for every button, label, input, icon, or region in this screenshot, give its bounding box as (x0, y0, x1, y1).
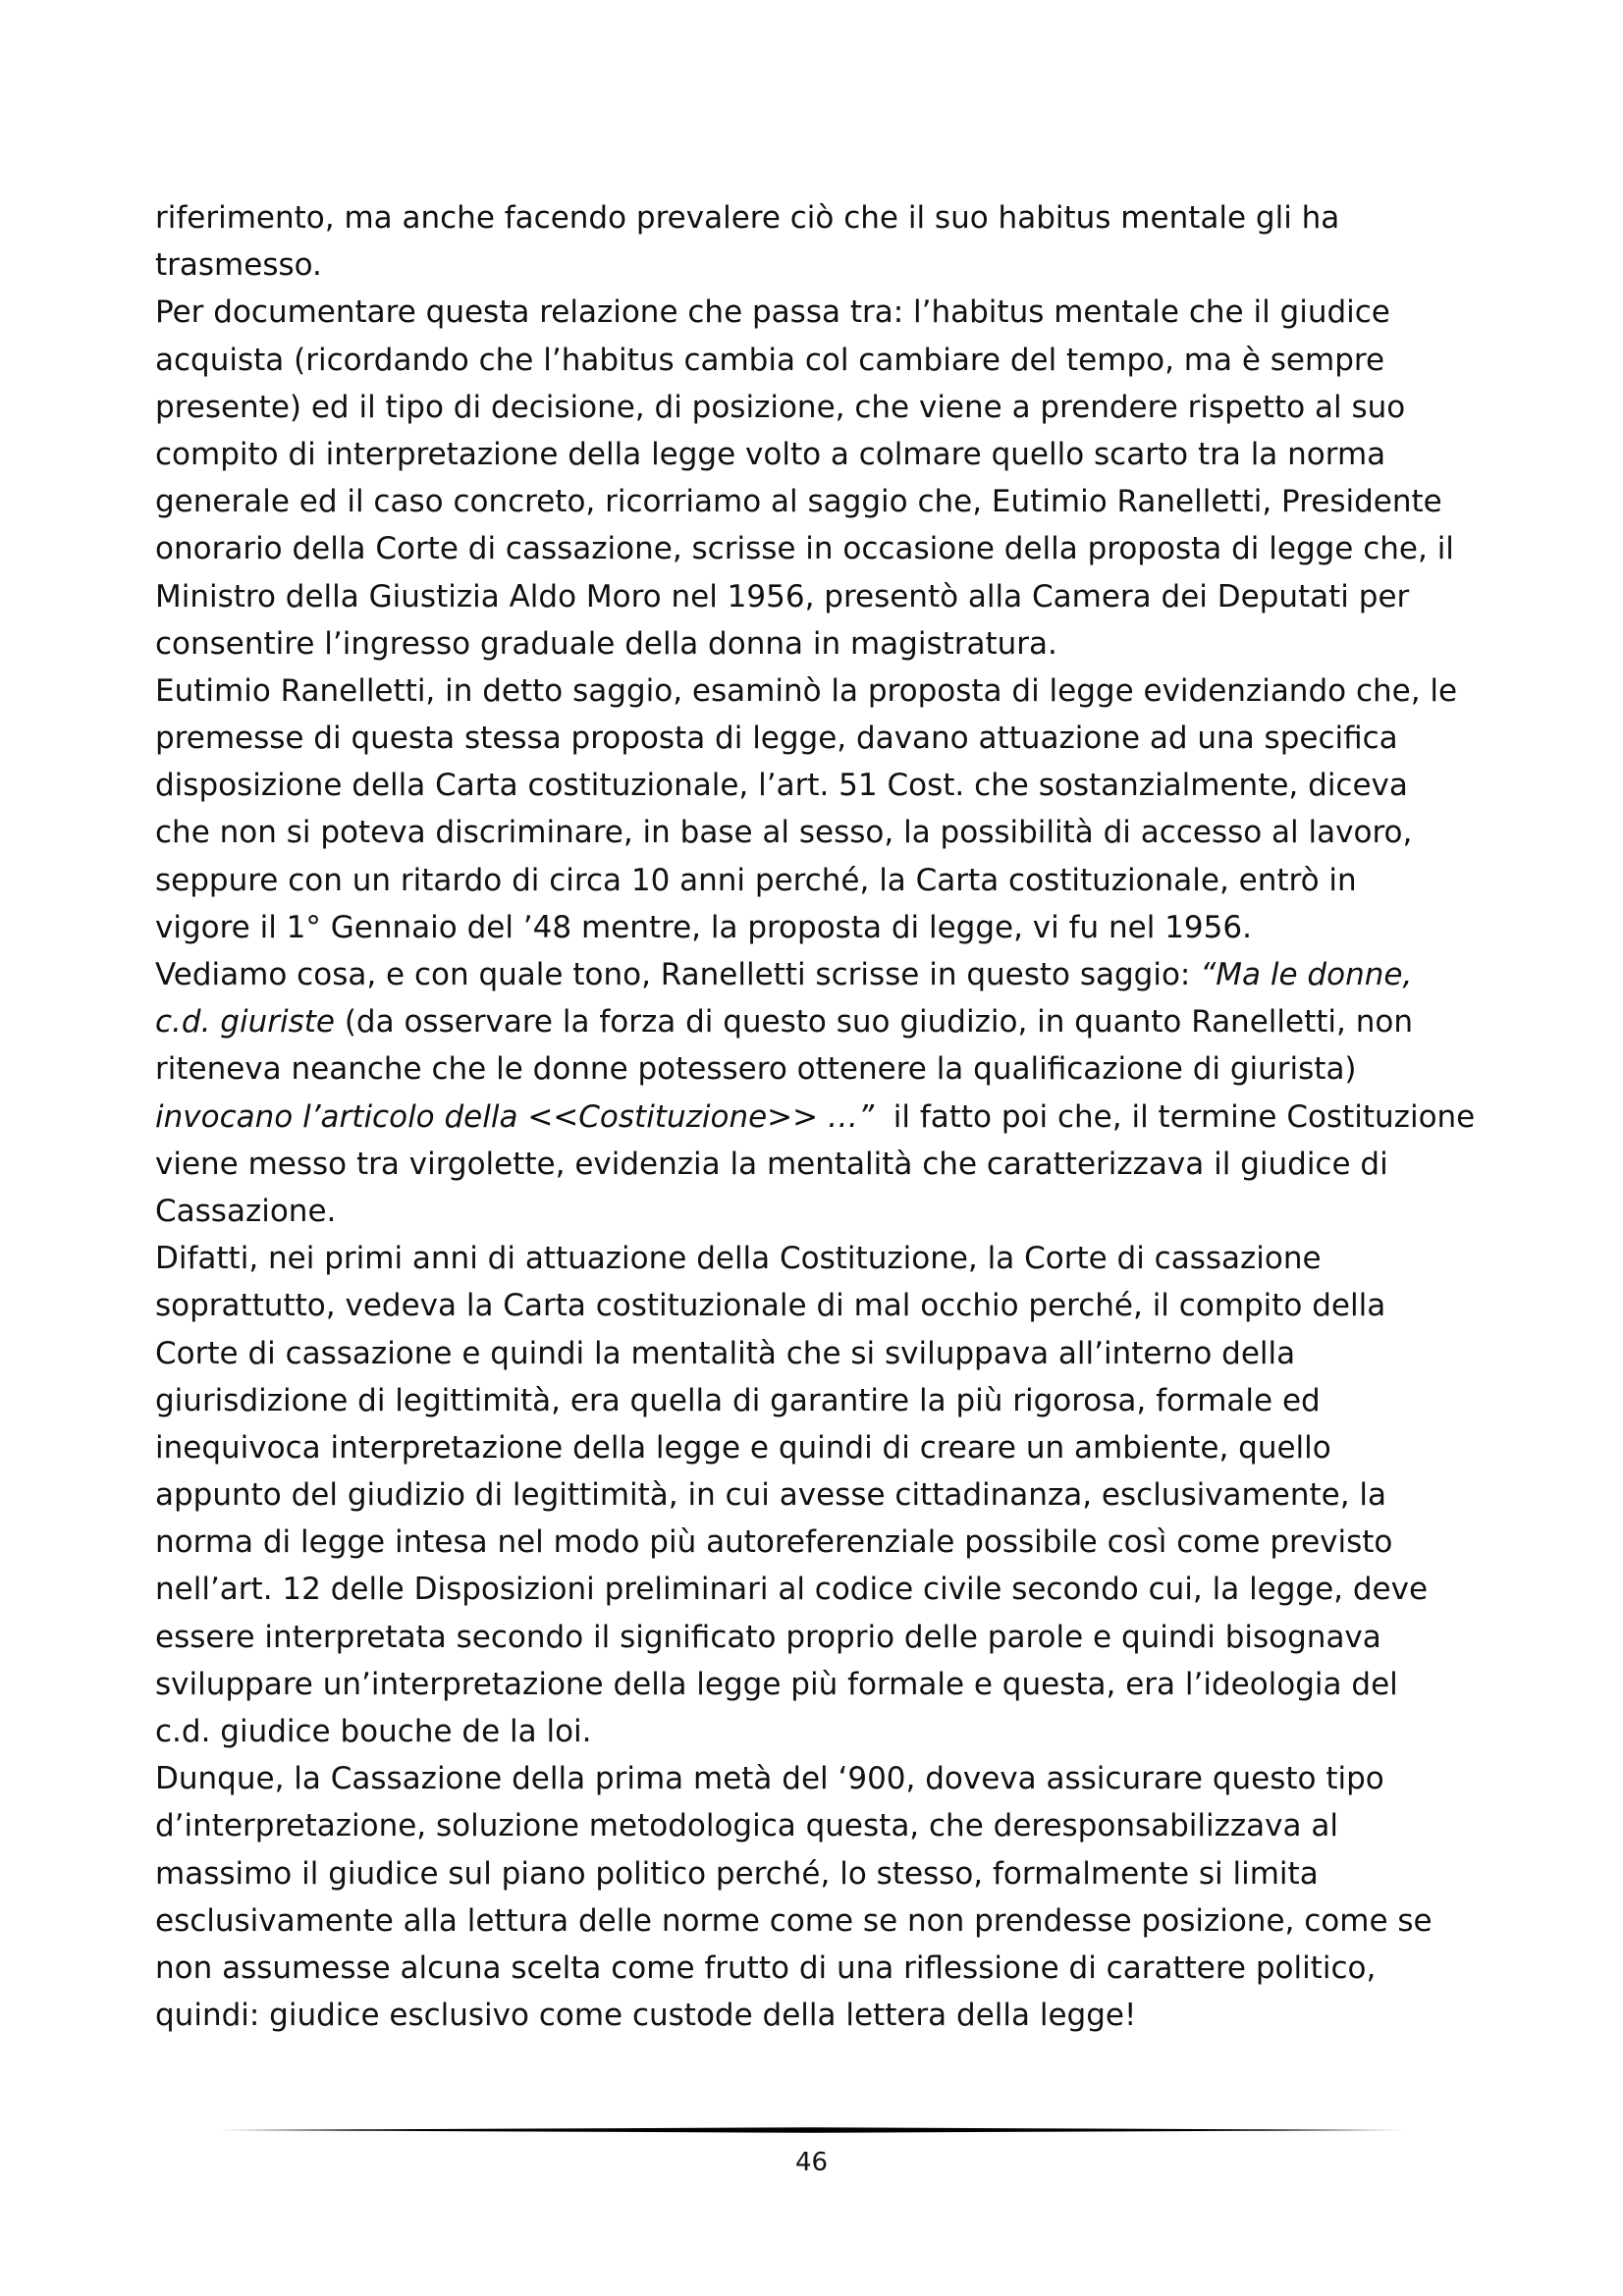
text-line (155, 998, 1490, 1045)
text-segment: Vediamo cosa, e con quale tono, Ranelletti scrisse in questo saggio: (155, 957, 1201, 992)
text-segment: d’interpretazione, soluzione metodologica questa, che deresponsabilizzava al (155, 1808, 1338, 1844)
text-line (155, 667, 1490, 715)
text-line (155, 1614, 1490, 1661)
paragraph (155, 1755, 1490, 2039)
text-segment: consentire l’ingresso graduale della donna in magistratura. (155, 625, 1057, 662)
text-line (155, 1850, 1490, 1897)
text-line (155, 762, 1490, 809)
text-segment: Dunque, la Cassazione della prima metà del ‘900, doveva assicurare questo tipo (155, 1761, 1384, 1797)
text-segment: acquista (ricordando che l’habitus cambia col cambiare del tempo, ma è sempre (155, 342, 1385, 378)
paragraph (155, 951, 1490, 1235)
text-segment: massimo il giudice sul piano politico perché, lo stesso, formalmente si limita (155, 1855, 1319, 1892)
text-segment: soprattutto, vedeva la Carta costituzionale di mal occhio perché, il compito della (155, 1288, 1386, 1324)
text-segment: che non si poteva discriminare, in base al sesso, la possibilità di accesso al lavoro, (155, 815, 1413, 851)
text-line (155, 194, 1490, 241)
text-segment: generale ed il caso concreto, ricorriamo al saggio che, Eutimio Ranelletti, Presidente (155, 484, 1442, 520)
text-segment: nell’art. 12 delle Disposizioni preliminari al codice civile secondo cui, la legge, deve (155, 1572, 1429, 1608)
text-line (155, 1045, 1490, 1093)
text-line (155, 1897, 1490, 1945)
text-line (155, 431, 1490, 478)
text-line (155, 1661, 1490, 1708)
text-segment: disposizione della Carta costituzionale, l’art. 51 Cost. che sostanzialmente, diceva (155, 768, 1408, 804)
text-segment: presente) ed il tipo di decisione, di posizione, che viene a prendere rispetto al suo (155, 389, 1406, 425)
text-segment: Ministro della Giustizia Aldo Moro nel 1956, presentò alla Camera dei Deputati per (155, 578, 1410, 614)
text-segment: riteneva neanche che le donne potessero ottenere la qualificazione di giurista) (155, 1051, 1357, 1088)
text-segment: riferimento, ma anche facendo prevalere ciò che il suo habitus mentale gli ha (155, 200, 1340, 236)
text-line (155, 620, 1490, 667)
text-line (155, 241, 1490, 289)
text-segment: compito di interpretazione della legge volto a colmare quello scarto tra la norma (155, 436, 1386, 472)
text-segment: essere interpretata secondo il significato proprio delle parole e quindi bisognava (155, 1619, 1381, 1655)
text-line (155, 384, 1490, 431)
text-line (155, 1566, 1490, 1613)
text-segment: onorario della Corte di cassazione, scrisse in occasione della proposta di legge che, il (155, 531, 1454, 567)
text-segment: appunto del giudizio di legittimità, in cui avesse cittadinanza, esclusivamente, la (155, 1477, 1387, 1514)
text-line (155, 715, 1490, 762)
text-line (155, 809, 1490, 856)
text-line (155, 1802, 1490, 1849)
text-segment: non assumesse alcuna scelta come frutto di una riflessione di carattere politico, (155, 1949, 1377, 1986)
text-line (155, 525, 1490, 572)
text-line (155, 1188, 1490, 1235)
text-segment: viene messo tra virgolette, evidenzia la mentalità che caratterizzava il giudice di (155, 1146, 1388, 1182)
text-line (155, 1141, 1490, 1188)
paragraph (155, 667, 1490, 951)
text-segment: norma di legge intesa nel modo più autoreferenziale possibile così come previsto (155, 1524, 1393, 1561)
text-segment: il fatto poi che, il termine Costituzione (874, 1098, 1476, 1135)
text-line (155, 1708, 1490, 1755)
text-segment: vigore il 1° Gennaio del ’48 mentre, la proposta di legge, vi fu nel 1956. (155, 909, 1252, 945)
text-line (155, 1235, 1490, 1282)
text-line (155, 1377, 1490, 1424)
text-segment: Eutimio Ranelletti, in detto saggio, esaminò la proposta di legge evidenziando che, le (155, 672, 1458, 709)
text-line (155, 337, 1490, 384)
text-segment: giurisdizione di legittimità, era quella di garantire la più rigorosa, formale ed (155, 1382, 1321, 1418)
text-line (155, 857, 1490, 904)
text-line (155, 289, 1490, 336)
text-segment: inequivoca interpretazione della legge e quindi di creare un ambiente, quello (155, 1429, 1331, 1466)
paragraph (155, 1235, 1490, 1755)
text-line (155, 1945, 1490, 1992)
text-line (155, 1755, 1490, 1802)
text-segment: (da osservare la forza di questo suo giudizio, in quanto Ranelletti, non (334, 1004, 1413, 1041)
text-segment: sviluppare un’interpretazione della legge più formale e questa, era l’ideologia del (155, 1666, 1398, 1702)
text-segment: Cassazione. (155, 1193, 337, 1229)
text-segment: esclusivamente alla lettura delle norme come se non prendesse posizione, come se (155, 1902, 1433, 1939)
paragraph (155, 194, 1490, 289)
footer-rule-line (218, 2125, 1406, 2135)
body-text (155, 194, 1490, 2039)
text-line (155, 904, 1490, 951)
text-segment: premesse di questa stessa proposta di legge, davano attuazione ad una specifica (155, 721, 1398, 757)
italic-quote-segment: invocano l’articolo della <<Costituzione>> …” (155, 1098, 875, 1135)
text-segment: trasmesso. (155, 247, 322, 284)
text-line (155, 1330, 1490, 1377)
text-segment: c.d. giudice bouche de la loi. (155, 1714, 592, 1749)
text-segment: Difatti, nei primi anni di attuazione della Costituzione, la Corte di cassazione (155, 1241, 1322, 1277)
italic-quote-segment: “Ma le donne, (1200, 957, 1413, 992)
text-line (155, 1424, 1490, 1471)
paragraph (155, 289, 1490, 667)
page-number: 46 (794, 2148, 829, 2177)
footer-rule (218, 2125, 1406, 2135)
text-line (155, 1519, 1490, 1566)
text-line (155, 1471, 1490, 1519)
text-line (155, 573, 1490, 620)
italic-quote-segment: c.d. giuriste (155, 1004, 335, 1041)
text-segment: Per documentare questa relazione che passa tra: l’habitus mentale che il giudice (155, 294, 1390, 331)
text-line (155, 1282, 1490, 1329)
text-line (155, 1094, 1490, 1141)
text-segment: quindi: giudice esclusivo come custode della lettera della legge! (155, 1998, 1137, 2034)
text-segment: seppure con un ritardo di circa 10 anni perché, la Carta costituzionale, entrò in (155, 862, 1357, 898)
text-line (155, 478, 1490, 525)
text-segment: Corte di cassazione e quindi la mentalità che si sviluppava all’interno della (155, 1335, 1296, 1371)
text-line (155, 951, 1490, 998)
text-line (155, 1992, 1490, 2039)
